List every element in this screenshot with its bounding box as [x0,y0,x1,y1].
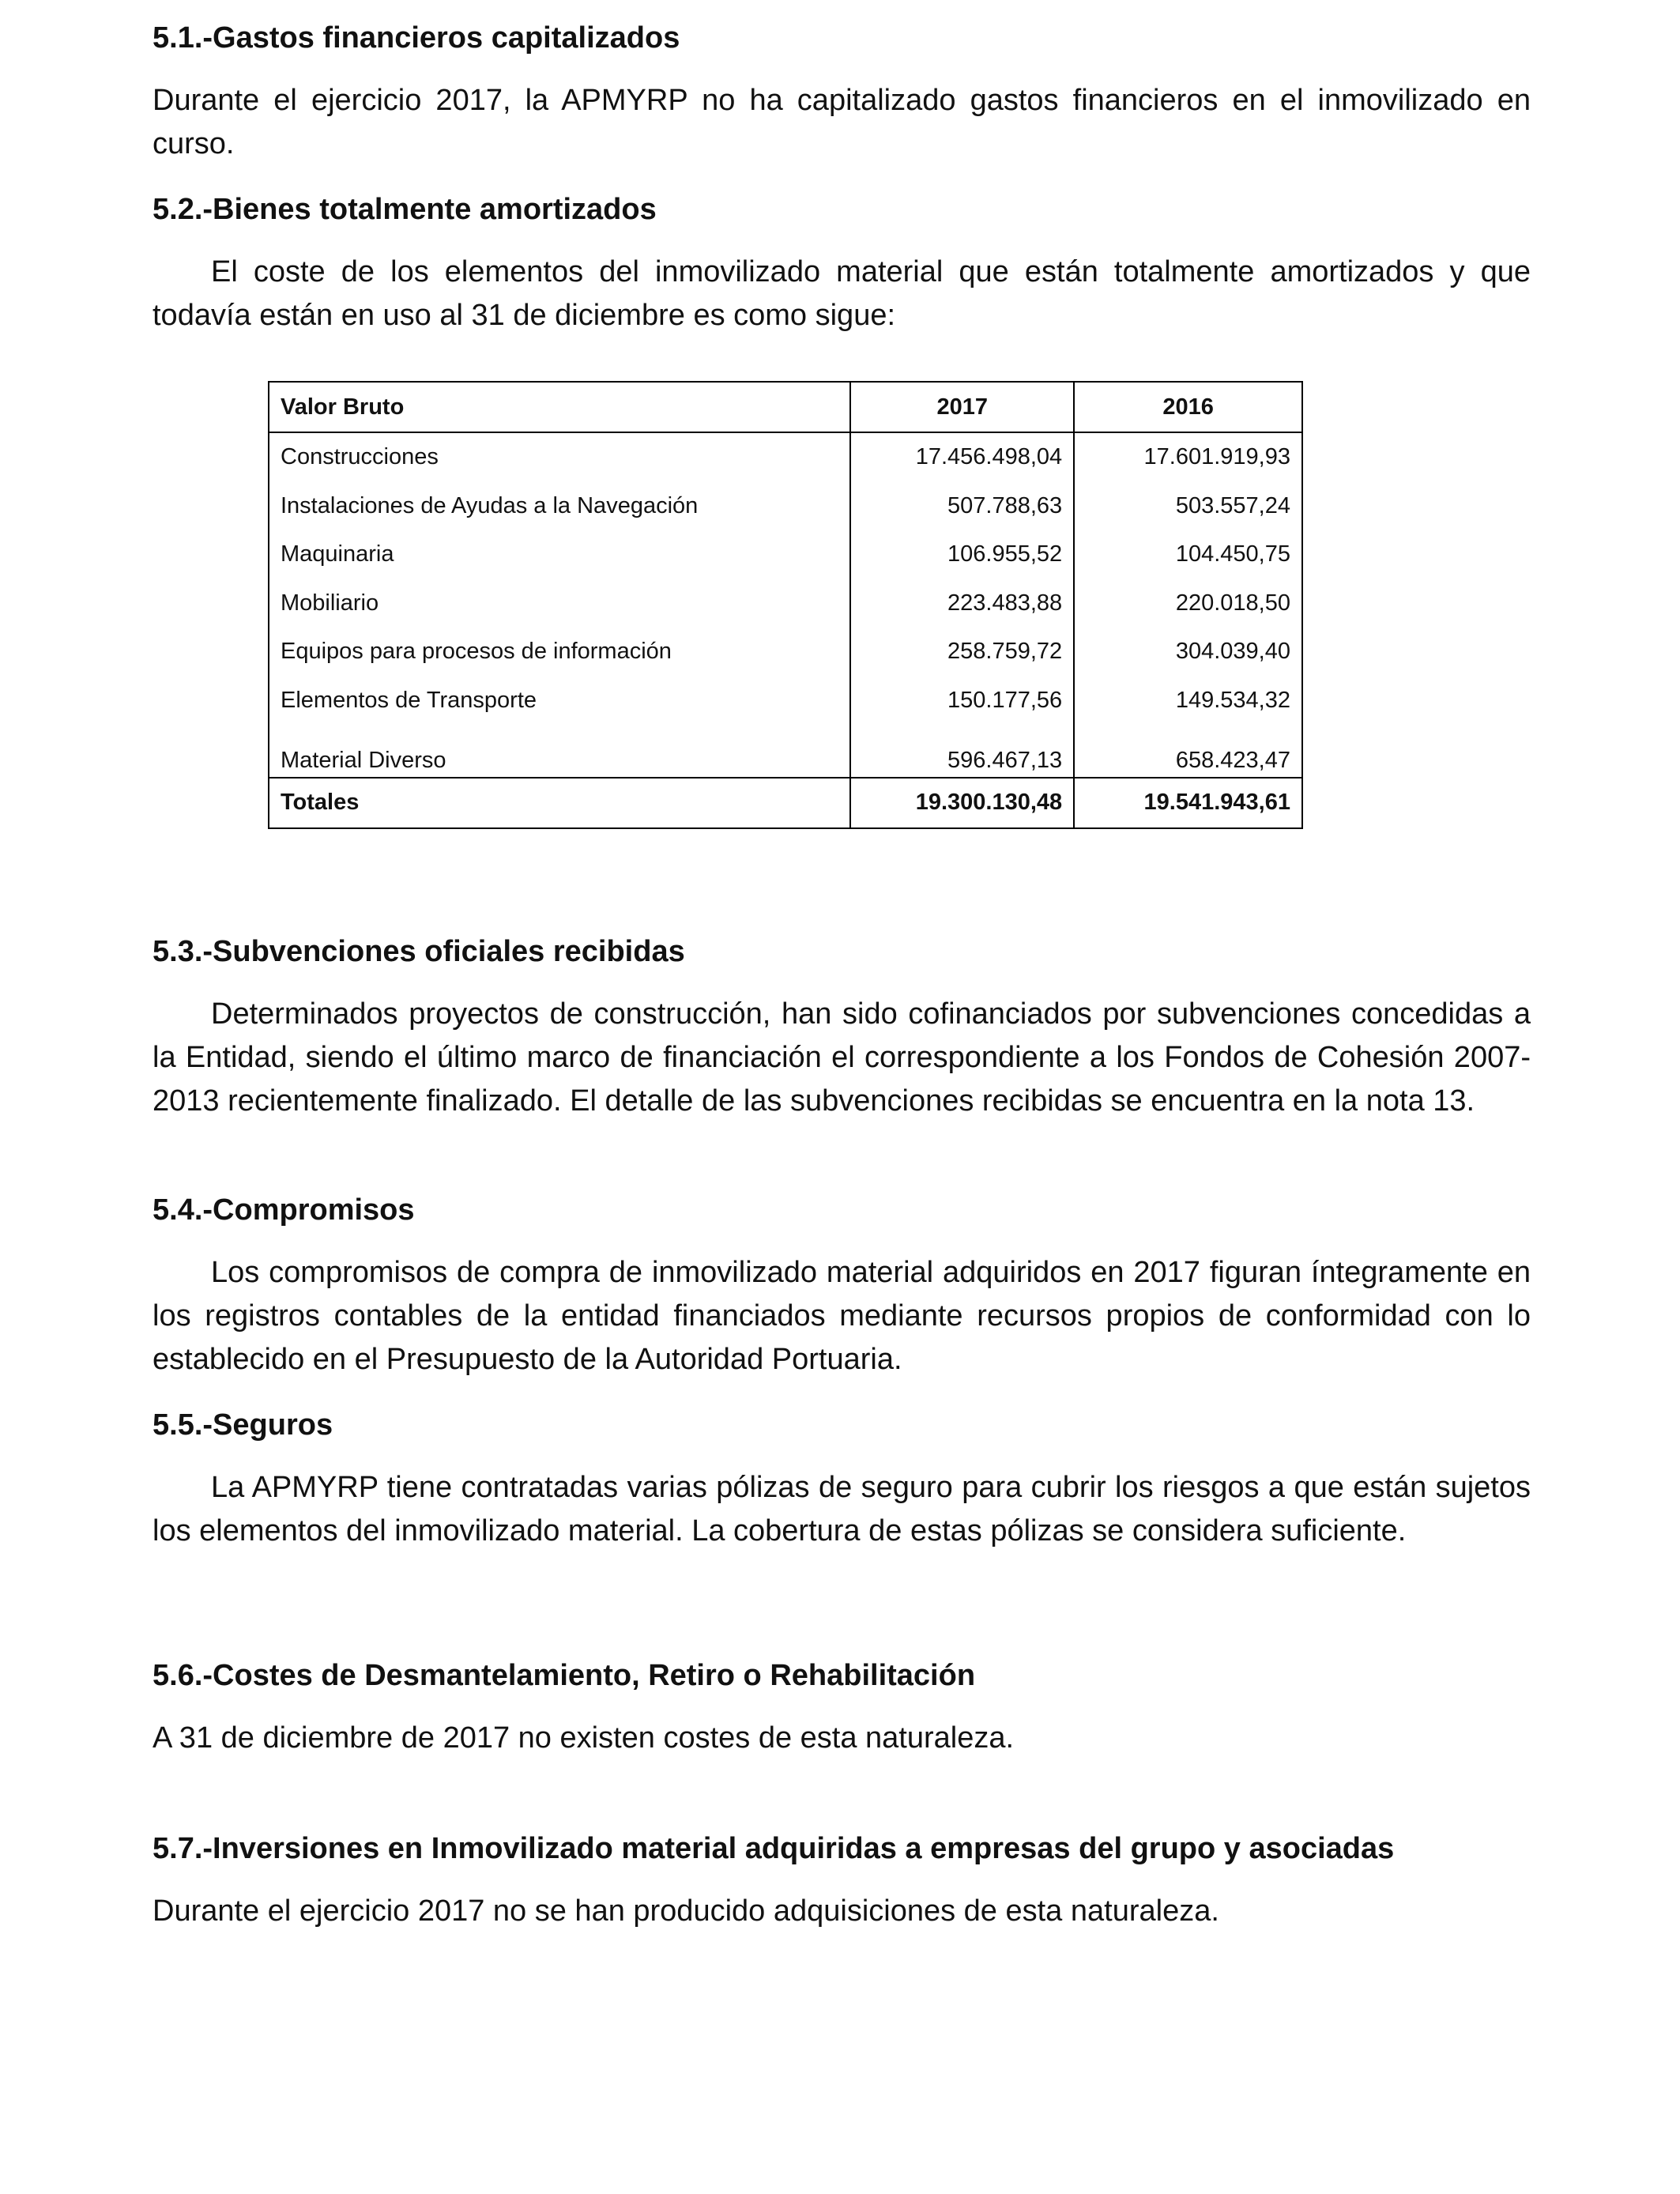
section-heading: 5.1.-Gastos financieros capitalizados [153,21,680,55]
section-5-6 [153,1653,1531,1760]
section-body: Los compromisos de compra de inmovilizado material adquiridos en 2017 figuran íntegramente en los registros contables de la entidad financiados mediante recursos propios de conformidad con lo establecido en el Presupuesto de la Autoridad Portuaria. [153,1256,1531,1376]
value-2017: 17.456.498,04 [850,432,1074,482]
value-2016: 304.039,40 [1074,628,1302,677]
column-header: Valor Bruto [269,382,850,432]
value-2017: 596.467,13 [850,725,1074,778]
table-row [269,725,1302,778]
section-heading: 5.3.-Subvenciones oficiales recibidas [153,935,685,968]
total-2016: 19.541.943,61 [1074,778,1302,828]
value-2016: 503.557,24 [1074,482,1302,531]
table-header-row [269,382,1302,432]
section-5-7 [153,1826,1531,1933]
row-label: Material Diverso [269,725,850,778]
value-2017: 258.759,72 [850,628,1074,677]
column-header: 2016 [1074,382,1302,432]
table-totals-row [269,778,1302,828]
value-2017: 507.788,63 [850,482,1074,531]
column-header: 2017 [850,382,1074,432]
amortized-assets-table-wrap [268,381,1303,829]
value-2017: 223.483,88 [850,579,1074,628]
row-label: Elementos de Transporte [269,677,850,726]
section-5-5 [153,1403,1531,1553]
total-2017: 19.300.130,48 [850,778,1074,828]
table-row [269,579,1302,628]
value-2017: 106.955,52 [850,530,1074,579]
value-2016: 104.450,75 [1074,530,1302,579]
table-row [269,677,1302,726]
value-2016: 149.534,32 [1074,677,1302,726]
table-row [269,628,1302,677]
table-row [269,530,1302,579]
section-body: La APMYRP tiene contratadas varias pólizas de seguro para cubrir los riesgos a que están sujetos los elementos del inmovilizado material. La cobertura de estas pólizas se considera suficiente. [153,1471,1531,1547]
section-heading: 5.4.-Compromisos [153,1193,415,1227]
section-5-2 [153,187,1531,337]
row-label: Instalaciones de Ayudas a la Navegación [269,482,850,531]
row-label: Maquinaria [269,530,850,579]
section-body: Durante el ejercicio 2017, la APMYRP no ha capitalizado gastos financieros en el inmovilizado en curso. [153,84,1531,160]
value-2017: 150.177,56 [850,677,1074,726]
value-2016: 658.423,47 [1074,725,1302,778]
value-2016: 17.601.919,93 [1074,432,1302,482]
totals-label: Totales [269,778,850,828]
row-label: Mobiliario [269,579,850,628]
section-body: A 31 de diciembre de 2017 no existen costes de esta naturaleza. [153,1721,1015,1755]
section-heading: 5.6.-Costes de Desmantelamiento, Retiro o Rehabilitación [153,1659,976,1692]
section-5-3 [153,929,1531,1123]
section-body: Durante el ejercicio 2017 no se han producido adquisiciones de esta naturaleza. [153,1894,1219,1928]
table-row [269,482,1302,531]
section-5-1 [153,16,1531,166]
section-body: El coste de los elementos del inmovilizado material que están totalmente amortizados y que todavía están en uso al 31 de diciembre es como sigue: [153,255,1531,332]
section-heading: 5.5.-Seguros [153,1408,333,1442]
section-heading: 5.2.-Bienes totalmente amortizados [153,193,657,226]
section-5-4 [153,1188,1531,1382]
table-row [269,432,1302,482]
row-label: Construcciones [269,432,850,482]
row-label: Equipos para procesos de información [269,628,850,677]
amortized-assets-table [268,381,1303,829]
value-2016: 220.018,50 [1074,579,1302,628]
section-heading: 5.7.-Inversiones en Inmovilizado material adquiridas a empresas del grupo y asociadas [153,1832,1395,1865]
section-body: Determinados proyectos de construcción, han sido cofinanciados por subvenciones concedidas a la Entidad, siendo el último marco de financiación el correspondiente a los Fondos de Cohesión 2007-2013 recientemente finalizado. El detalle de las subvenciones recibidas se encuentra en la nota 13. [153,997,1531,1118]
